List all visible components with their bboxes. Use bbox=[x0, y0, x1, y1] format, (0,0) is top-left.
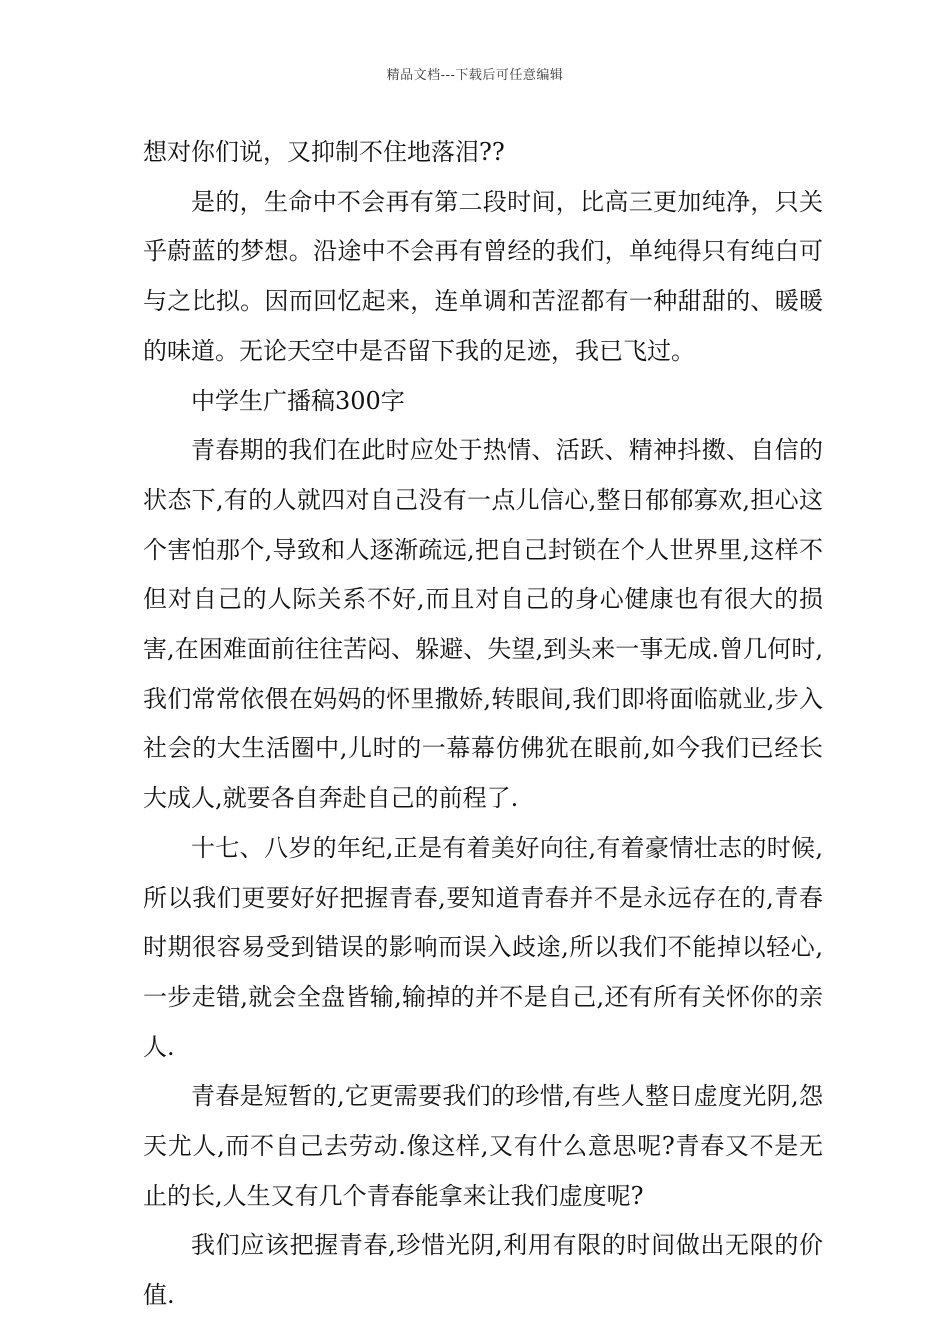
paragraph: 青春是短暂的,它更需要我们的珍惜,有些人整日虚度光阴,怨天尤人,而不自己去劳动.像这样,又有什么意思呢?青春又不是无止的长,人生又有几个青春能拿来让我们虚度呢? bbox=[143, 1082, 823, 1210]
paragraph: 十七、八岁的年纪,正是有着美好向往,有着豪情壮志的时候,所以我们更要好好把握青春,要知道青春并不是永远存在的,青春时期很容易受到错误的影响而误入歧途,所以我们不能掉以轻心,一步走错,就会全盘皆输,输掉的并不是自己,还有所有关怀你的亲人. bbox=[143, 833, 823, 1061]
page-header: 精品文档---下载后可任意编辑 bbox=[386, 68, 564, 83]
paragraph: 我们应该把握青春,珍惜光阴,利用有限的时间做出无限的价值. bbox=[143, 1231, 823, 1310]
paragraph: 是的，生命中不会再有第二段时间，比高三更加纯净，只关乎蔚蓝的梦想。沿途中不会再有曾经的我们，单纯得只有纯白可与之比拟。因而回忆起来，连单调和苦涩都有一种甜甜的、暖暖的味道。无论天空中是否留下我的足迹，我已飞过。 bbox=[143, 187, 823, 365]
paragraph: 青春期的我们在此时应处于热情、活跃、精神抖擞、自信的状态下,有的人就四对自己没有一点儿信心,整日郁郁寡欢,担心这个害怕那个,导致和人逐渐疏远,把自己封锁在个人世界里,这样不但对自己的人际关系不好,而且对自己的身心健康也有很大的损害,在困难面前往往苦闷、躲避、失望,到头来一事无成.曾几何时,我们常常依偎在妈妈的怀里撒娇,转眼间,我们即将面临就业,步入社会的大生活圈中,儿时的一幕幕仿佛犹在眼前,如今我们已经长大成人,就要各自奔赴自己的前程了. bbox=[143, 436, 823, 813]
paragraph-continuation: 想对你们说，又抑制不住地落泪?? bbox=[143, 138, 505, 166]
section-heading: 中学生广播稿300字 bbox=[191, 386, 405, 415]
document-body bbox=[143, 128, 823, 1321]
